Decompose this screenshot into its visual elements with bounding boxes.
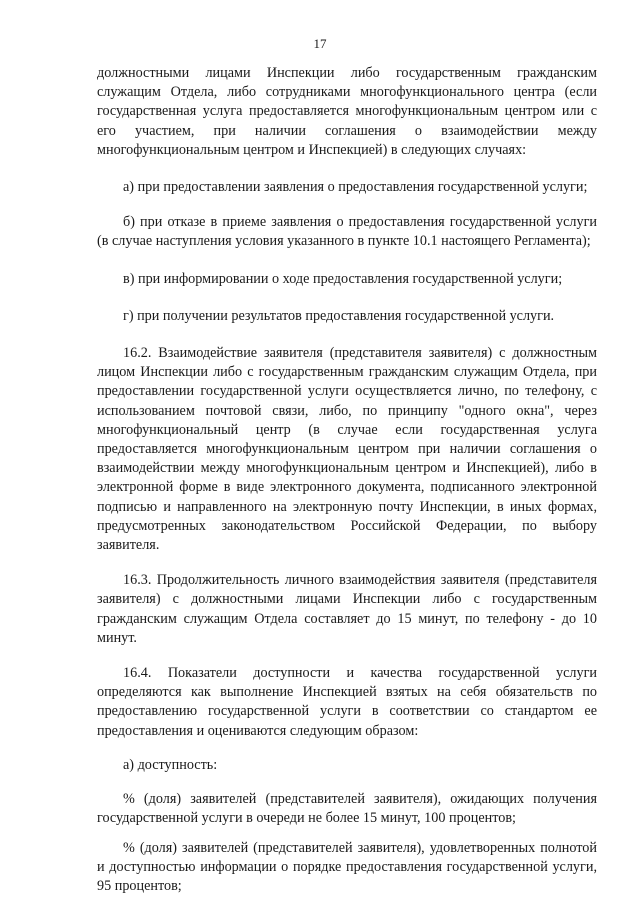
paragraph-item-a: а) при предоставлении заявления о предоставления государственной услуги; <box>123 179 588 196</box>
paragraph-16-2: 16.2. Взаимодействие заявителя (представителя заявителя) с должностным лицом Инспекции либо с государственным гражданским служащим Отдела, при предоставлении государственной услуги осуществляется лично, по телефону, с использованием почтовой связи, либо, по принципу "одного окна", через многофункциональный центр (в случае если государственная услуга предоставляется многофункциональным центром при наличии соглашения о взаимодействии между многофункциональным центром и Инспекцией), либо в электронной форме в виде электронного документа, подписанного электронной подписью и направленного на электронную почту Инспекции, в иных формах, предусмотренных законодательством Российской Федерации, по выбору заявителя. <box>97 345 597 554</box>
paragraph-intro: должностными лицами Инспекции либо государственным гражданским служащим Отдела, либо сотрудниками многофункционального центра (если государственная услуга предоставляется многофункциональным центром или с его участием, при наличии соглашения о взаимодействии между многофункциональным центром и Инспекцией) в следующих случаях: <box>97 65 597 158</box>
paragraph-item-v: в) при информировании о ходе предоставления государственной услуги; <box>123 270 563 287</box>
document-body <box>97 64 597 896</box>
paragraph-waiting-share: % (доля) заявителей (представителей заявителя), ожидающих получения государственной услуги в очереди не более 15 минут, 100 процентов; <box>97 791 597 827</box>
paragraph-item-b: б) при отказе в приеме заявления о предоставления государственной услуги (в случае наступления условия указанного в пункте 10.1 настоящего Регламента); <box>97 214 597 250</box>
paragraph-accessibility: а) доступность: <box>123 756 218 773</box>
paragraph-satisfied-share: % (доля) заявителей (представителей заявителя), удовлетворенных полнотой и доступностью информации о порядке предоставления государственной услуги, 95 процентов; <box>97 839 597 894</box>
paragraph-item-g: г) при получении результатов предоставления государственной услуги. <box>123 307 555 324</box>
page-number: 17 <box>313 36 327 51</box>
paragraph-16-4: 16.4. Показатели доступности и качества государственной услуги определяются как выполнение Инспекцией взятых на себя обязательств по предоставлению государственной услуги в соответствии со стандартом ее предоставления и оцениваются следующим образом: <box>97 665 597 739</box>
paragraph-16-3: 16.3. Продолжительность личного взаимодействия заявителя (представителя заявителя) с должностными лицами Инспекции либо с государственным гражданским служащим Отдела составляет до 15 минут, по телефону - до 10 минут. <box>97 572 597 646</box>
